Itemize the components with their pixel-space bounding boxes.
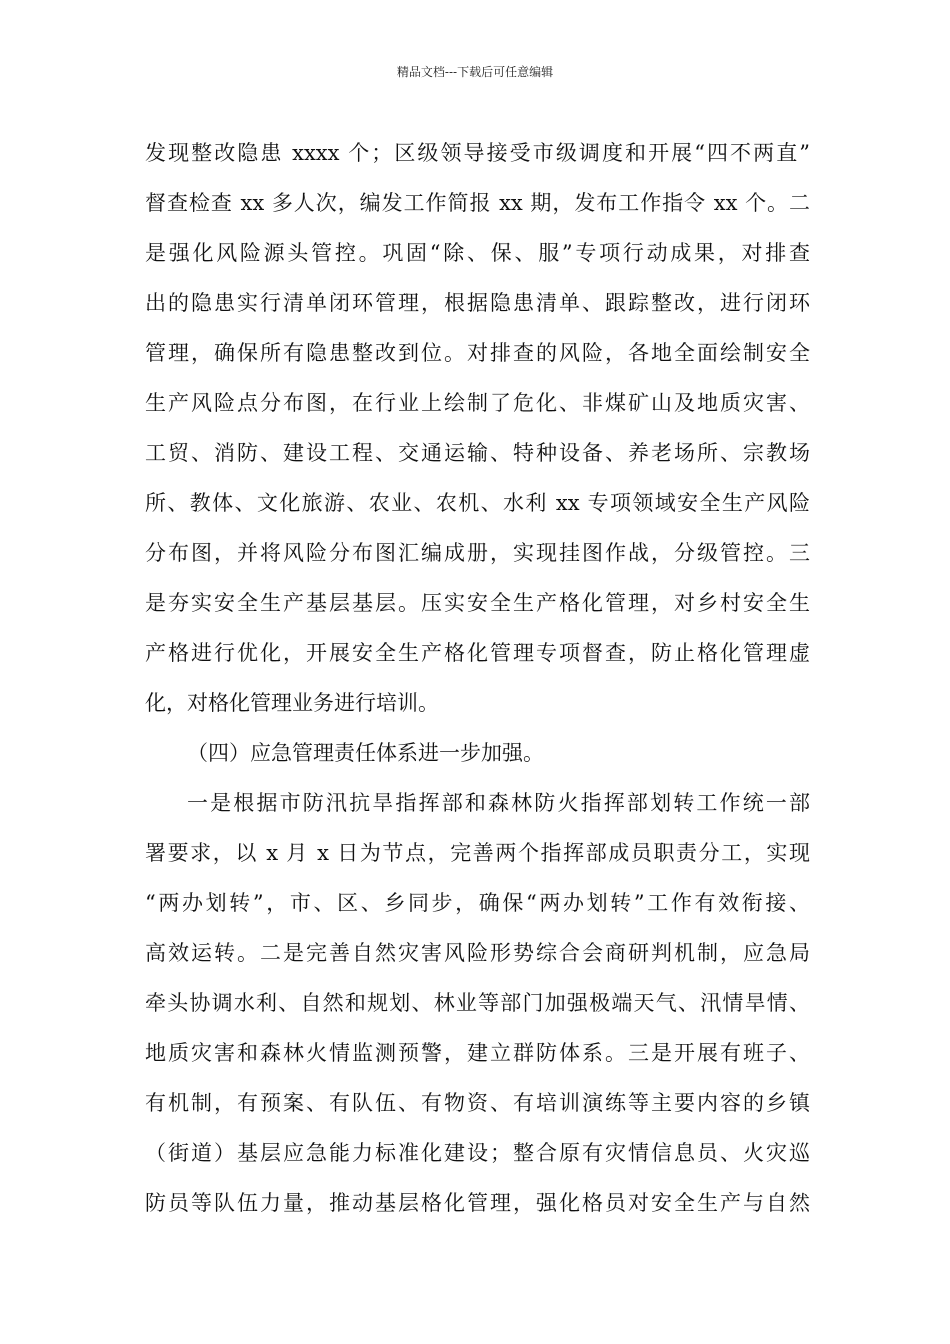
- text-line: （街道）基层应急能力标准化建设；整合原有灾情信息员、火灾巡: [145, 1141, 810, 1165]
- text-line: 是强化风险源头管控。巩固“除、保、服”专项行动成果，对排查: [145, 241, 810, 265]
- text-line: 高效运转。二是完善自然灾害风险形势综合会商研判机制，应急局: [145, 941, 810, 965]
- text-line: 署要求，以 x 月 x 日为节点，完善两个指挥部成员职责分工，实现: [145, 841, 810, 865]
- text-line: 是夯实安全生产基层基层。压实安全生产格化管理，对乡村安全生: [145, 591, 810, 615]
- text-line: 分布图，并将风险分布图汇编成册，实现挂图作战，分级管控。三: [145, 541, 810, 565]
- document-body: [145, 128, 810, 1228]
- text-line: “两办划转”，市、区、乡同步，确保“两办划转”工作有效衔接、: [145, 891, 810, 915]
- text-line: 督查检查 xx 多人次，编发工作简报 xx 期，发布工作指令 xx 个。二: [145, 191, 810, 215]
- section-heading: [145, 728, 810, 778]
- text-line: 化，对格化管理业务进行培训。: [145, 691, 439, 715]
- text-line: 牵头协调水利、自然和规划、林业等部门加强极端天气、汛情旱情、: [145, 991, 810, 1015]
- text-line: 地质灾害和森林火情监测预警，建立群防体系。三是开展有班子、: [145, 1041, 810, 1065]
- text-line: 发现整改隐患 xxxx 个；区级领导接受市级调度和开展“四不两直”: [145, 141, 810, 165]
- section-heading-text: （四）应急管理责任体系进一步加强。: [187, 741, 544, 765]
- text-line: 防员等队伍力量，推动基层格化管理，强化格员对安全生产与自然: [145, 1191, 810, 1215]
- paragraph: [145, 778, 810, 1228]
- text-line: 管理，确保所有隐患整改到位。对排查的风险，各地全面绘制安全: [145, 341, 810, 365]
- text-line: 所、教体、文化旅游、农业、农机、水利 xx 专项领域安全生产风险: [145, 491, 810, 515]
- text-line: 产格进行优化，开展安全生产格化管理专项督查，防止格化管理虚: [145, 641, 810, 665]
- text-line: 工贸、消防、建设工程、交通运输、特种设备、养老场所、宗教场: [145, 441, 810, 465]
- text-line: 一是根据市防汛抗旱指挥部和森林防火指挥部划转工作统一部: [187, 791, 810, 815]
- paragraph: [145, 128, 810, 728]
- page-header: 精品文档---下载后可任意编辑: [396, 65, 554, 79]
- text-line: 有机制，有预案、有队伍、有物资、有培训演练等主要内容的乡镇: [145, 1091, 810, 1115]
- text-line: 出的隐患实行清单闭环管理，根据隐患清单、跟踪整改，进行闭环: [145, 291, 810, 315]
- text-line: 生产风险点分布图，在行业上绘制了危化、非煤矿山及地质灾害、: [145, 391, 810, 415]
